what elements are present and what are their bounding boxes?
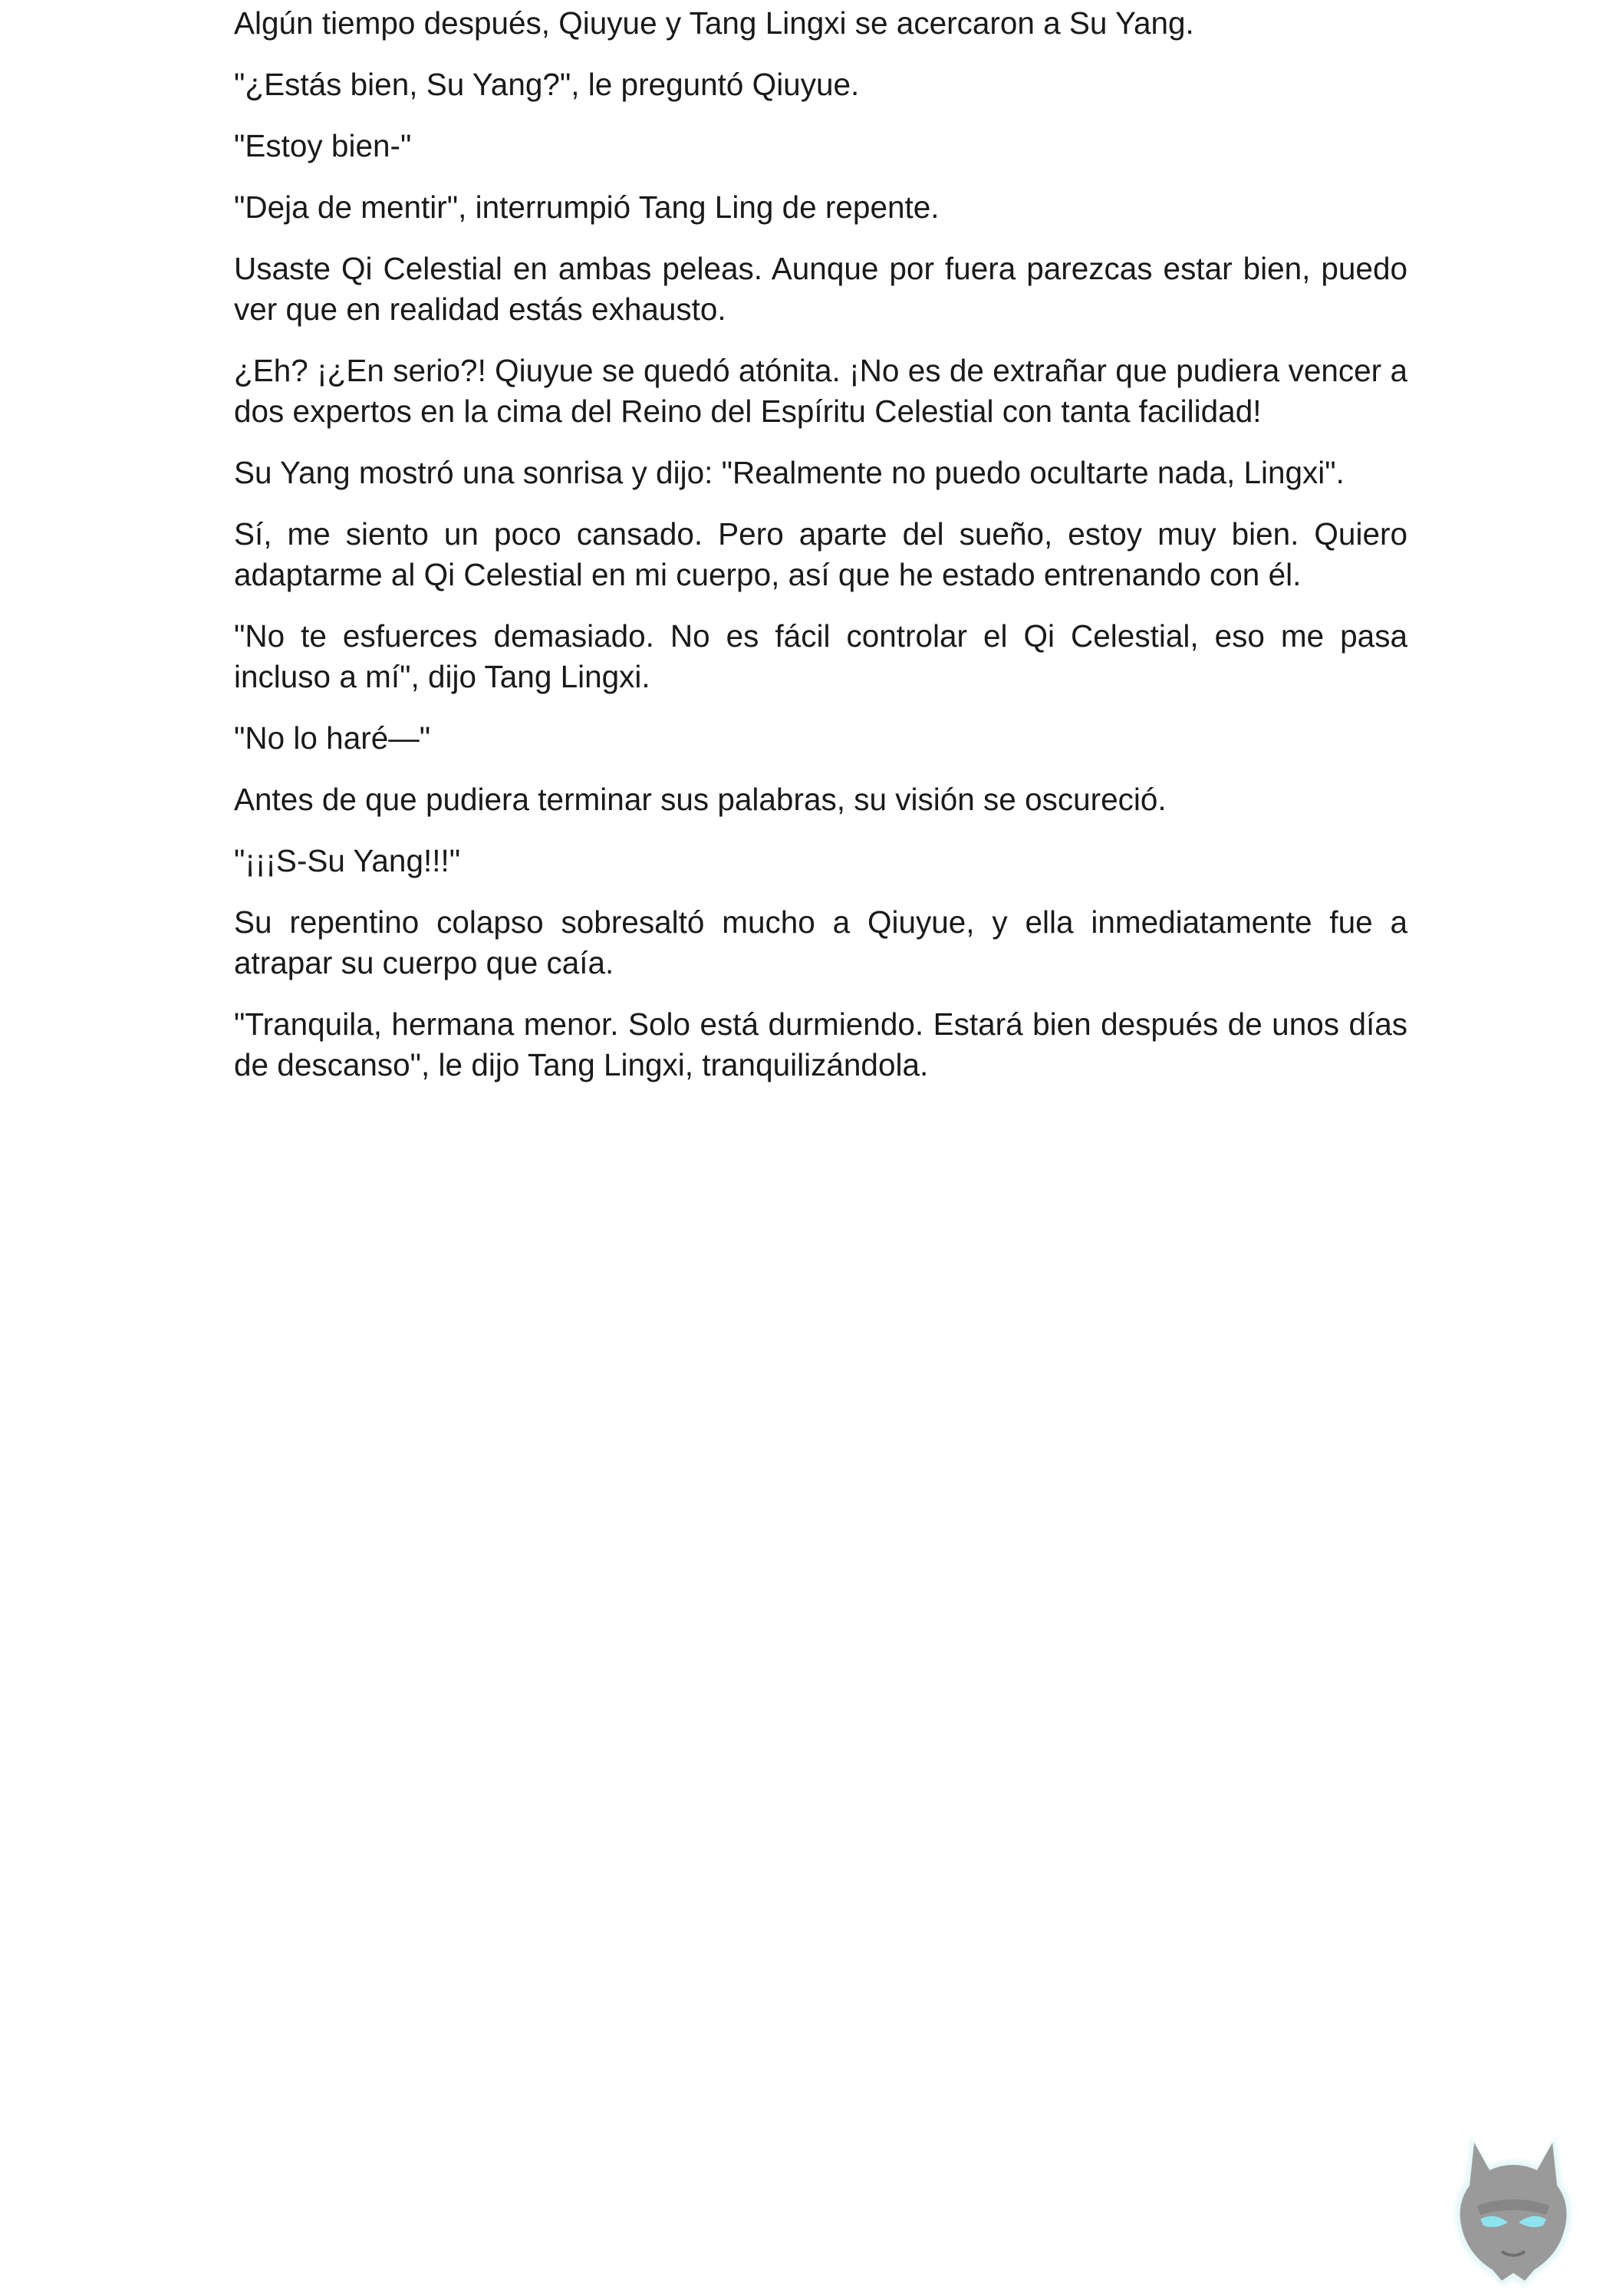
paragraph: Antes de que pudiera terminar sus palabras, su visión se oscureció. [234,782,1167,817]
paragraph: "No lo haré—" [234,720,431,756]
paragraph: Su Yang mostró una sonrisa y dijo: "Realmente no puedo ocultarte nada, Lingxi". [234,455,1345,490]
paragraph: Su repentino colapso sobresaltó mucho a Qiuyue, y ella inmediatamente fue a atrapar su cuerpo que caía. [234,904,1407,980]
paragraph: "Estoy bien-" [234,128,412,163]
story-text [234,3,1407,1106]
paragraph: "Deja de mentir", interrumpió Tang Ling de repente. [234,189,940,225]
paragraph: Sí, me siento un poco cansado. Pero aparte del sueño, estoy muy bien. Quiero adaptarme al Qi Celestial en mi cuerpo, así que he estado entrenando con él. [234,516,1407,592]
paragraph: "No te esfuerces demasiado. No es fácil controlar el Qi Celestial, eso me pasa incluso a mí", dijo Tang Lingxi. [234,618,1407,694]
paragraph: "¿Estás bien, Su Yang?", le preguntó Qiuyue. [234,67,860,102]
paragraph: "¡¡¡S-Su Yang!!!" [234,843,461,878]
paragraph: Algún tiempo después, Qiuyue y Tang Lingxi se acercaron a Su Yang. [234,5,1194,41]
paragraph: Usaste Qi Celestial en ambas peleas. Aunque por fuera parezcas estar bien, puedo ver que en realidad estás exhausto. [234,251,1407,327]
demon-head-logo-icon [1440,2129,1586,2290]
paragraph: "Tranquila, hermana menor. Solo está durmiendo. Estará bien después de unos días de descanso", le dijo Tang Lingxi, tranquilizándola. [234,1006,1407,1082]
paragraph: ¿Eh? ¡¿En serio?! Qiuyue se quedó atónita. ¡No es de extrañar que pudiera vencer a dos expertos en la cima del Reino del Espíritu Celestial con tanta facilidad! [234,353,1407,429]
